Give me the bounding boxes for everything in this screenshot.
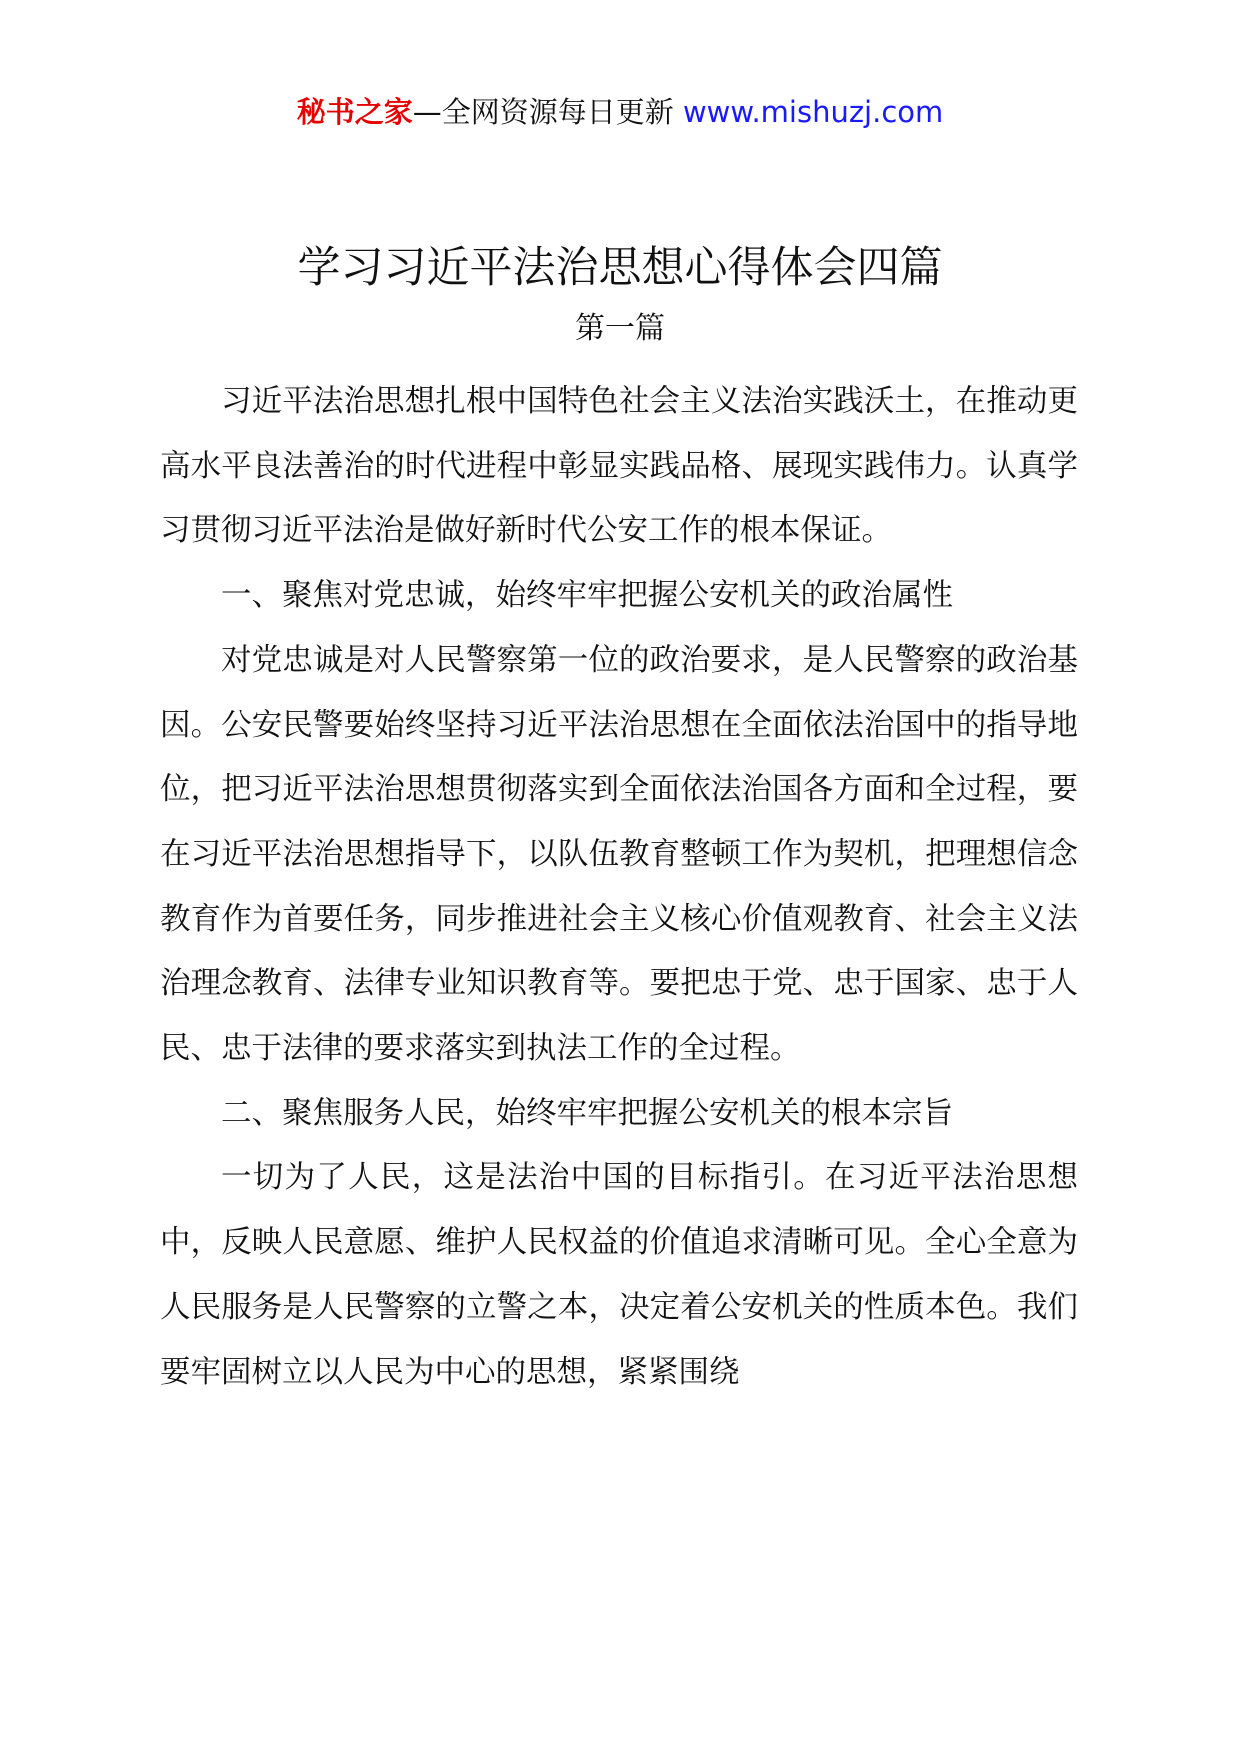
site-header	[0, 92, 1240, 132]
section-heading-2: 二、聚焦服务人民，始终牢牢把握公安机关的根本宗旨	[221, 1095, 953, 1131]
site-url-link[interactable]: www.mishuzj.com	[682, 95, 944, 129]
section-paragraph-1: 对党忠诚是对人民警察第一位的政治要求，是人民警察的政治基因。公安民警要始终坚持习近平法治思想在全面依法治国中的指导地位，把习近平法治思想贯彻落实到全面依法治国各方面和全过程，要在习近平法治思想指导下，以队伍教育整顿工作为契机，把理想信念教育作为首要任务，同步推进社会主义核心价值观教育、社会主义法治理念教育、法律专业知识教育等。要把忠于党、忠于国家、忠于人民、忠于法律的要求落实到执法工作的全过程。	[160, 642, 1078, 1067]
section-heading-1: 一、聚焦对党忠诚，始终牢牢把握公安机关的政治属性	[221, 578, 953, 614]
document-title: 学习习近平法治思想心得体会四篇	[297, 243, 943, 293]
section-paragraph-2: 一切为了人民，这是法治中国的目标指引。在习近平法治思想中，反映人民意愿、维护人民权益的价值追求清晰可见。全心全意为人民服务是人民警察的立警之本，决定着公安机关的性质本色。我们要牢固树立以人民为中心的思想，紧紧围绕	[160, 1160, 1078, 1390]
site-brand: 秘书之家	[296, 95, 413, 129]
document-subtitle: 第一篇	[575, 311, 665, 346]
document-body	[160, 370, 1078, 1405]
site-tagline: —全网资源每日更新	[412, 95, 674, 129]
intro-paragraph: 习近平法治思想扎根中国特色社会主义法治实践沃土，在推动更高水平良法善治的时代进程中彰显实践品格、展现实践伟力。认真学习贯彻习近平法治是做好新时代公安工作的根本保证。	[160, 384, 1078, 549]
